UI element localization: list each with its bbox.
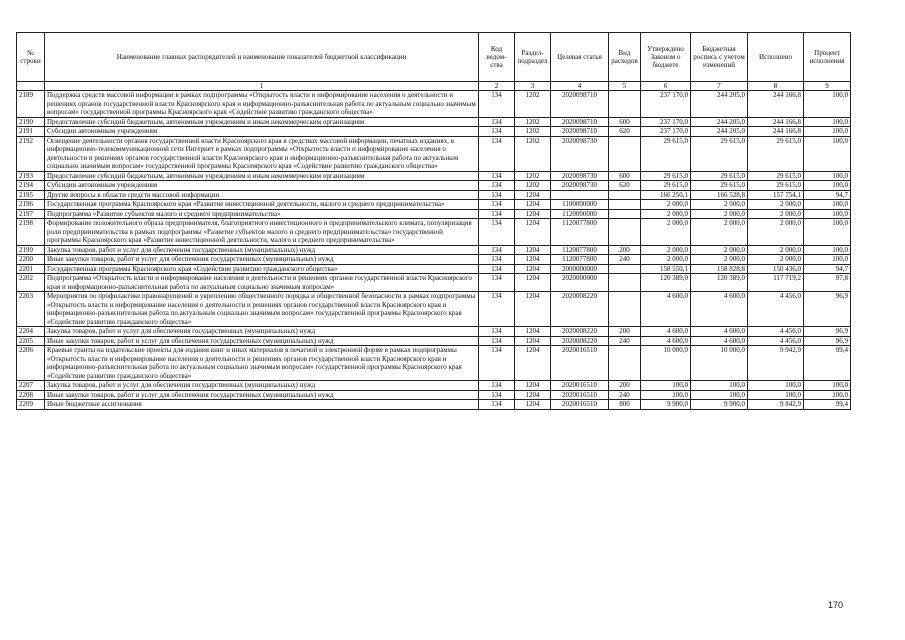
row-number: 2209 — [17, 400, 45, 410]
row-executed: 9 942,9 — [748, 346, 804, 381]
row-dept-code: 134 — [479, 274, 515, 292]
row-percent: 100,0 — [804, 390, 851, 400]
row-executed: 4 456,0 — [748, 292, 804, 327]
row-name: Субсидии автономным учреждениям — [45, 127, 479, 137]
row-section-code: 1202 — [515, 171, 551, 181]
table-row — [17, 171, 851, 181]
row-section-code: 1204 — [515, 190, 551, 200]
row-dept-code: 134 — [479, 400, 515, 410]
row-expense-type — [609, 136, 641, 171]
table-row — [17, 336, 851, 346]
row-name: Подпрограмма «Открытость власти и информирование населения о деятельности и решениях органов государственной власти Красноярского края и информационно-разъяснительная работа по актуальным социально значимым вопросам» — [45, 274, 479, 292]
row-expense-type — [609, 200, 641, 210]
row-dept-code: 134 — [479, 190, 515, 200]
row-section-code: 1204 — [515, 264, 551, 274]
row-number: 2205 — [17, 336, 45, 346]
row-dept-code: 134 — [479, 381, 515, 391]
row-number: 2192 — [17, 136, 45, 171]
row-executed: 157 754,1 — [748, 190, 804, 200]
row-executed: 100,0 — [748, 390, 804, 400]
row-expense-type: 600 — [609, 171, 641, 181]
row-budget-list: 29 615,0 — [691, 136, 748, 171]
row-approved: 10 000,0 — [641, 346, 691, 381]
row-budget-list: 2 000,0 — [691, 219, 748, 246]
row-target-code: 1120077800 — [551, 219, 609, 246]
row-expense-type: 200 — [609, 381, 641, 391]
row-budget-list: 4 600,0 — [691, 327, 748, 337]
row-name: Мероприятия по профилактике правонарушений и укреплению общественного порядка и общественной безопасности в рамках подпрограммы «Открытость власти и информирование населения о деятельности и решениях органов государственной власти Красноярского края и информационно-разъяснительная работа по актуальным социально значимым вопросам» государственной программы Красноярского края «Содействие развитию гражданского общества» — [45, 292, 479, 327]
table-row — [17, 264, 851, 274]
row-dept-code: 134 — [479, 264, 515, 274]
header-budget-list: Бюджетная роспись с учетом изменений — [691, 33, 748, 82]
row-percent: 94,7 — [804, 190, 851, 200]
row-executed: 117 719,2 — [748, 274, 804, 292]
row-number: 2191 — [17, 127, 45, 137]
column-number: 8 — [748, 82, 804, 91]
row-dept-code: 134 — [479, 255, 515, 265]
row-percent: 100,0 — [804, 181, 851, 191]
row-section-code: 1204 — [515, 200, 551, 210]
row-approved: 120 389,0 — [641, 274, 691, 292]
row-budget-list: 244 205,0 — [691, 117, 748, 127]
row-section-code: 1204 — [515, 400, 551, 410]
row-percent: 100,0 — [804, 171, 851, 181]
header-expense-type: Вид расходов — [609, 33, 641, 82]
row-section-code: 1204 — [515, 346, 551, 381]
row-executed: 2 000,0 — [748, 245, 804, 255]
row-dept-code: 134 — [479, 91, 515, 118]
row-executed: 4 456,0 — [748, 336, 804, 346]
row-dept-code: 134 — [479, 346, 515, 381]
header-dept: Код ведом-ства — [479, 33, 515, 82]
column-number-row — [17, 82, 851, 91]
row-executed: 4 456,0 — [748, 327, 804, 337]
row-approved: 158 550,1 — [641, 264, 691, 274]
row-approved: 100,0 — [641, 390, 691, 400]
row-target-code: 1120000000 — [551, 209, 609, 219]
row-percent: 96,9 — [804, 292, 851, 327]
row-number: 2207 — [17, 381, 45, 391]
row-target-code: 2020098730 — [551, 136, 609, 171]
row-approved: 2 000,0 — [641, 209, 691, 219]
document-sheet — [16, 32, 851, 410]
row-number: 2196 — [17, 200, 45, 210]
row-approved: 29 615,0 — [641, 181, 691, 191]
row-executed: 2 000,0 — [748, 255, 804, 265]
row-executed: 29 615,0 — [748, 136, 804, 171]
table-row — [17, 381, 851, 391]
row-budget-list: 9 900,0 — [691, 400, 748, 410]
row-expense-type — [609, 190, 641, 200]
row-section-code: 1204 — [515, 209, 551, 219]
table-row — [17, 346, 851, 381]
row-name: Субсидии автономным учреждениям — [45, 181, 479, 191]
row-section-code: 1204 — [515, 255, 551, 265]
row-percent: 100,0 — [804, 136, 851, 171]
row-percent: 96,9 — [804, 336, 851, 346]
row-approved: 9 900,0 — [641, 400, 691, 410]
row-expense-type — [609, 264, 641, 274]
row-section-code: 1204 — [515, 390, 551, 400]
row-dept-code: 134 — [479, 136, 515, 171]
row-expense-type: 620 — [609, 127, 641, 137]
row-expense-type: 200 — [609, 245, 641, 255]
row-percent: 100,0 — [804, 255, 851, 265]
row-section-code: 1202 — [515, 117, 551, 127]
table-row — [17, 292, 851, 327]
row-dept-code: 134 — [479, 219, 515, 246]
row-expense-type: 200 — [609, 327, 641, 337]
row-target-code: 2020098730 — [551, 171, 609, 181]
row-approved: 2 000,0 — [641, 219, 691, 246]
row-approved: 2 000,0 — [641, 245, 691, 255]
row-target-code: 2020016510 — [551, 381, 609, 391]
header-num: № строки — [17, 33, 45, 82]
row-budget-list: 244 205,0 — [691, 91, 748, 118]
row-dept-code: 134 — [479, 209, 515, 219]
row-dept-code: 134 — [479, 117, 515, 127]
row-expense-type — [609, 346, 641, 381]
row-dept-code: 134 — [479, 336, 515, 346]
row-number: 2204 — [17, 327, 45, 337]
row-approved: 29 615,0 — [641, 136, 691, 171]
row-dept-code: 134 — [479, 200, 515, 210]
row-executed: 100,0 — [748, 381, 804, 391]
row-dept-code: 134 — [479, 245, 515, 255]
row-name: Поддержка средств массовой информации в рамках подпрограммы «Открытость власти и информирование населения о деятельности и решениях органов государственной власти Красноярского края и информационно-разъяснительная работа по актуальным социально значимым вопросам» государственной программы Красноярского края «Содействие развитию гражданского общества» — [45, 91, 479, 118]
row-section-code: 1204 — [515, 336, 551, 346]
header-percent: Процент исполнения — [804, 33, 851, 82]
row-target-code: 2020098710 — [551, 127, 609, 137]
row-approved: 29 615,0 — [641, 171, 691, 181]
row-expense-type — [609, 219, 641, 246]
row-number: 2199 — [17, 245, 45, 255]
header-target: Целевая статья — [551, 33, 609, 82]
row-budget-list: 2 000,0 — [691, 245, 748, 255]
row-target-code: 2020008220 — [551, 336, 609, 346]
row-budget-list: 29 615,0 — [691, 171, 748, 181]
row-expense-type — [609, 91, 641, 118]
table-row — [17, 390, 851, 400]
row-name: Предоставление субсидий бюджетным, автономным учреждениям и иным некоммерческим организациям — [45, 117, 479, 127]
row-name: Предоставление субсидий бюджетным, автономным учреждениям и иным некоммерческим организациям — [45, 171, 479, 181]
row-budget-list: 29 615,0 — [691, 181, 748, 191]
row-percent: 100,0 — [804, 245, 851, 255]
row-budget-list: 100,0 — [691, 381, 748, 391]
row-target-code: 2020008220 — [551, 327, 609, 337]
header-approved: Утверждено Законом о бюджете — [641, 33, 691, 82]
row-target-code: 2020016510 — [551, 400, 609, 410]
row-number: 2195 — [17, 190, 45, 200]
row-budget-list: 120 389,0 — [691, 274, 748, 292]
row-percent: 100,0 — [804, 91, 851, 118]
row-section-code: 1204 — [515, 274, 551, 292]
table-row — [17, 400, 851, 410]
row-number: 2206 — [17, 346, 45, 381]
row-approved: 166 250,1 — [641, 190, 691, 200]
row-expense-type: 240 — [609, 390, 641, 400]
row-name: Закупка товаров, работ и услуг для обеспечения государственных (муниципальных) нужд — [45, 245, 479, 255]
table-row — [17, 181, 851, 191]
row-executed: 150 436,0 — [748, 264, 804, 274]
row-number: 2200 — [17, 255, 45, 265]
row-section-code: 1202 — [515, 136, 551, 171]
table-row — [17, 190, 851, 200]
row-expense-type: 240 — [609, 336, 641, 346]
column-number: 9 — [804, 82, 851, 91]
table-body — [17, 91, 851, 410]
row-name: Подпрограмма «Развитие субъектов малого и среднего предпринимательства» — [45, 209, 479, 219]
row-percent: 100,0 — [804, 200, 851, 210]
row-percent: 94,7 — [804, 264, 851, 274]
row-number: 2193 — [17, 171, 45, 181]
row-target-code: 2020016510 — [551, 346, 609, 381]
page-number: 170 — [828, 600, 844, 610]
row-budget-list: 2 000,0 — [691, 255, 748, 265]
row-section-code: 1202 — [515, 181, 551, 191]
column-number: 1 — [45, 82, 479, 91]
row-target-code: 2000000000 — [551, 264, 609, 274]
row-budget-list: 2 000,0 — [691, 200, 748, 210]
budget-table — [16, 32, 851, 410]
table-row — [17, 219, 851, 246]
row-target-code: 2020016510 — [551, 390, 609, 400]
row-target-code: 2020000000 — [551, 274, 609, 292]
table-row — [17, 91, 851, 118]
row-name: Краевые гранты на издательские проекты для издания книг и иных материалов в печатной и электронной форме в рамках подпрограммы «Открытость власти и информирование населения о деятельности и решениях органов государственной власти Красноярского края и информационно-разъяснительная работа по актуальным социально значимым вопросам» государственной программы Красноярского края «Содействие развитию гражданского общества» — [45, 346, 479, 381]
row-approved: 237 170,0 — [641, 91, 691, 118]
table-row — [17, 245, 851, 255]
column-number: 3 — [515, 82, 551, 91]
row-approved: 4 600,0 — [641, 336, 691, 346]
column-number: 4 — [551, 82, 609, 91]
table-row — [17, 117, 851, 127]
row-name: Иные закупки товаров, работ и услуг для обеспечения государственных (муниципальных) нужд — [45, 336, 479, 346]
row-number: 2190 — [17, 117, 45, 127]
row-budget-list: 244 205,0 — [691, 127, 748, 137]
column-number — [17, 82, 45, 91]
row-executed: 2 000,0 — [748, 209, 804, 219]
row-executed: 244 166,8 — [748, 127, 804, 137]
row-number: 2189 — [17, 91, 45, 118]
table-row — [17, 209, 851, 219]
row-expense-type: 600 — [609, 117, 641, 127]
row-dept-code: 134 — [479, 181, 515, 191]
row-approved: 4 600,0 — [641, 292, 691, 327]
row-name: Государственная программа Красноярского края «Развитие инвестиционной деятельности, малого и среднего предпринимательства» — [45, 200, 479, 210]
row-name: Иные закупки товаров, работ и услуг для обеспечения государственных (муниципальных) нужд — [45, 390, 479, 400]
row-section-code: 1204 — [515, 381, 551, 391]
row-target-code — [551, 190, 609, 200]
row-name: Другие вопросы в области средств массовой информации — [45, 190, 479, 200]
table-row — [17, 127, 851, 137]
table-row — [17, 327, 851, 337]
row-budget-list: 10 000,0 — [691, 346, 748, 381]
row-expense-type — [609, 209, 641, 219]
row-number: 2194 — [17, 181, 45, 191]
table-row — [17, 255, 851, 265]
header-section: Раздел-подраздел — [515, 33, 551, 82]
header-name: Наименование главных распорядителей и наименование показателей бюджетной классификации — [45, 33, 479, 82]
row-percent: 100,0 — [804, 117, 851, 127]
row-expense-type: 800 — [609, 400, 641, 410]
row-section-code: 1204 — [515, 245, 551, 255]
row-approved: 4 600,0 — [641, 327, 691, 337]
row-dept-code: 134 — [479, 127, 515, 137]
row-number: 2198 — [17, 219, 45, 246]
row-budget-list: 4 600,0 — [691, 336, 748, 346]
row-percent: 97,8 — [804, 274, 851, 292]
row-target-code: 2020098730 — [551, 181, 609, 191]
row-name: Иные закупки товаров, работ и услуг для обеспечения государственных (муниципальных) нужд — [45, 255, 479, 265]
table-row — [17, 200, 851, 210]
row-expense-type — [609, 274, 641, 292]
row-expense-type — [609, 292, 641, 327]
row-expense-type: 620 — [609, 181, 641, 191]
row-budget-list: 166 528,8 — [691, 190, 748, 200]
row-target-code: 1120077800 — [551, 245, 609, 255]
row-name: Закупка товаров, работ и услуг для обеспечения государственных (муниципальных) нужд — [45, 381, 479, 391]
row-expense-type: 240 — [609, 255, 641, 265]
row-percent: 100,0 — [804, 381, 851, 391]
row-executed: 2 000,0 — [748, 200, 804, 210]
column-number: 2 — [479, 82, 515, 91]
row-name: Иные бюджетные ассигнования — [45, 400, 479, 410]
row-dept-code: 134 — [479, 327, 515, 337]
row-name: Освещение деятельности органов государственной власти Красноярского края в средствах массовой информации, печатных изданиях, в информационно-телекоммуникационной сети Интернет в рамках подпрограммы «Открытость власти и информирование населения о деятельности и решениях органов государственной власти Красноярского края и информационно-разъяснительная работа по актуальным социально значимым вопросам» государственной программы Красноярского края «Содействие развитию гражданского общества» — [45, 136, 479, 171]
row-percent: 99,4 — [804, 400, 851, 410]
row-target-code: 2020098710 — [551, 91, 609, 118]
row-target-code: 1100000000 — [551, 200, 609, 210]
row-target-code: 1120077800 — [551, 255, 609, 265]
row-approved: 100,0 — [641, 381, 691, 391]
row-executed: 9 842,9 — [748, 400, 804, 410]
row-name: Государственная программа Красноярского края «Содействие развитию гражданского общества» — [45, 264, 479, 274]
row-executed: 244 166,8 — [748, 91, 804, 118]
row-executed: 244 166,8 — [748, 117, 804, 127]
row-number: 2197 — [17, 209, 45, 219]
row-number: 2208 — [17, 390, 45, 400]
row-executed: 2 000,0 — [748, 219, 804, 246]
table-row — [17, 274, 851, 292]
header-executed: Исполнено — [748, 33, 804, 82]
row-percent: 100,0 — [804, 219, 851, 246]
row-name: Закупка товаров, работ и услуг для обеспечения государственных (муниципальных) нужд — [45, 327, 479, 337]
row-approved: 2 000,0 — [641, 255, 691, 265]
row-percent: 99,4 — [804, 346, 851, 381]
column-number: 5 — [609, 82, 641, 91]
row-section-code: 1202 — [515, 127, 551, 137]
row-section-code: 1204 — [515, 327, 551, 337]
row-approved: 2 000,0 — [641, 200, 691, 210]
row-budget-list: 2 000,0 — [691, 209, 748, 219]
row-dept-code: 134 — [479, 390, 515, 400]
table-row — [17, 136, 851, 171]
row-budget-list: 100,0 — [691, 390, 748, 400]
row-section-code: 1202 — [515, 91, 551, 118]
row-dept-code: 134 — [479, 292, 515, 327]
column-number: 7 — [691, 82, 748, 91]
row-section-code: 1204 — [515, 219, 551, 246]
row-approved: 237 170,0 — [641, 117, 691, 127]
row-dept-code: 134 — [479, 171, 515, 181]
row-executed: 29 615,0 — [748, 181, 804, 191]
row-number: 2203 — [17, 292, 45, 327]
row-section-code: 1204 — [515, 292, 551, 327]
row-target-code: 2020008220 — [551, 292, 609, 327]
row-percent: 100,0 — [804, 209, 851, 219]
header-row — [17, 33, 851, 82]
column-number: 6 — [641, 82, 691, 91]
row-executed: 29 615,0 — [748, 171, 804, 181]
row-approved: 237 170,0 — [641, 127, 691, 137]
row-number: 2202 — [17, 274, 45, 292]
row-percent: 100,0 — [804, 127, 851, 137]
row-percent: 96,9 — [804, 327, 851, 337]
row-budget-list: 4 600,0 — [691, 292, 748, 327]
row-budget-list: 158 828,8 — [691, 264, 748, 274]
row-target-code: 2020098710 — [551, 117, 609, 127]
row-name: Формирование положительного образа предпринимателя, благоприятного инвестиционного и предпринимательского климата, популяризация роли предпринимательства в рамках подпрограммы «Развитие субъектов малого и среднего предпринимательства» государственной программы Красноярского края «Развитие инвестиционной деятельности, малого и среднего предпринимательства» — [45, 219, 479, 246]
row-number: 2201 — [17, 264, 45, 274]
